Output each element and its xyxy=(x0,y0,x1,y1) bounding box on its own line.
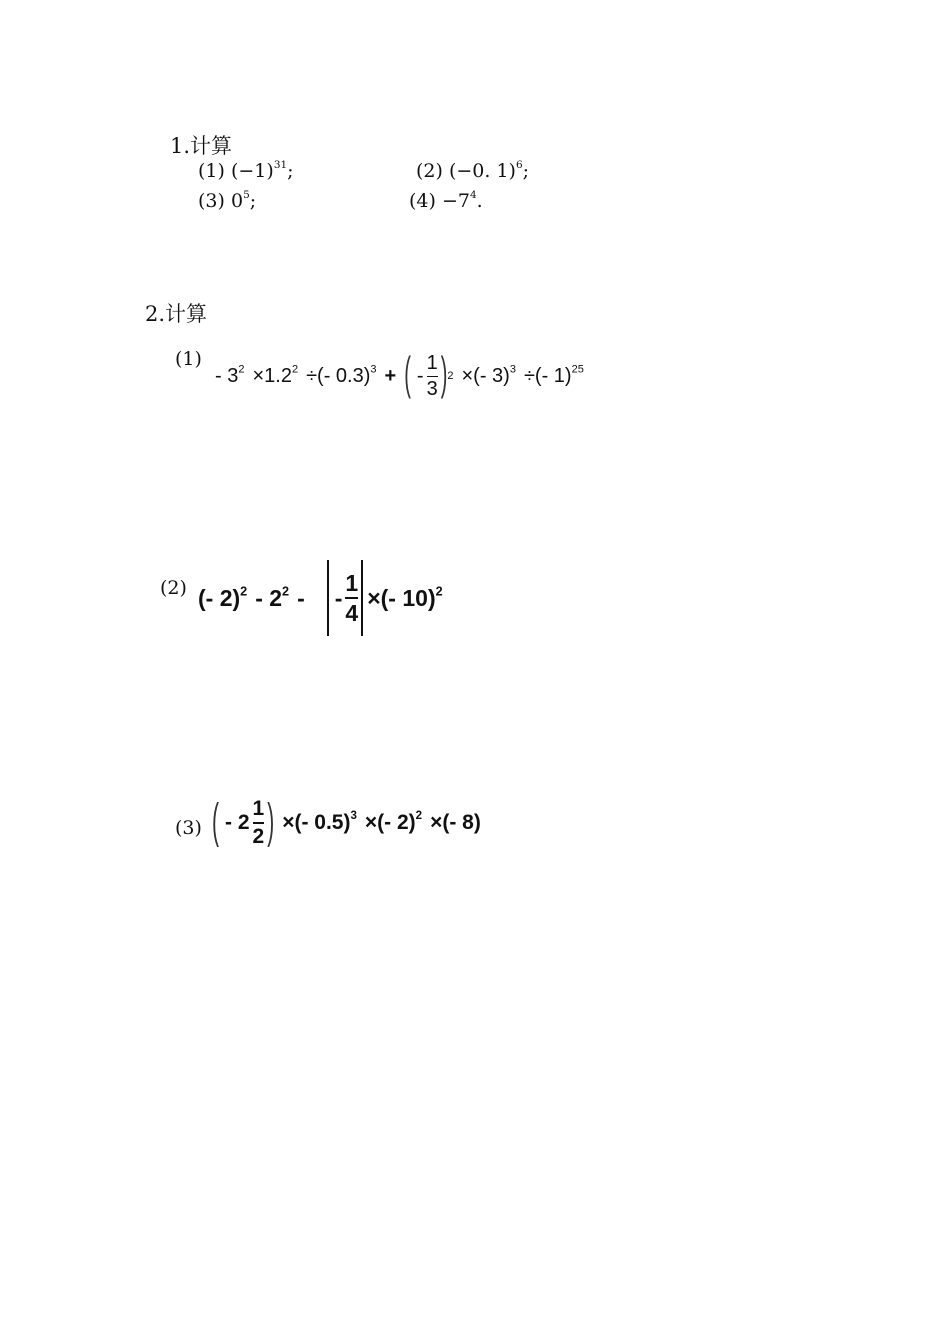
q2-p1-label: (1) xyxy=(175,348,202,370)
q1-item-4: $(4) -7^4$. xyxy=(409,189,483,212)
q2-title: 2.计算 xyxy=(145,302,208,326)
q2-p1-fraction: $\frac{1}{3}$ xyxy=(426,351,438,400)
q1-item-2: (2) (−0. 1)$^6$; xyxy=(416,159,530,182)
q2-p2-expression: (- 2)$^2$ - $2^2$ - - $\frac{1}{4}$ ×(- 10)$^2$ xyxy=(198,560,443,636)
q2-p3-fraction: $\frac{1}{2}$ xyxy=(252,796,265,848)
q2-p3-expression: ( - 2 $\frac{1}{2}$ ) ×(- 0.5)$^3$ ×(- 2)$^2$ ×(- 8) xyxy=(212,795,481,849)
q2-p2-label: (2) xyxy=(160,577,187,599)
q2-p3-label: (3) xyxy=(175,817,202,839)
q2-p1-expression: - $3^2$ $\times 1.2^2$ ÷(- 0.3)$^3$ + ( - $\frac{1}{3}$ ) 2 ×(- 3)$^3$ ÷(- 1)$^{25}$ xyxy=(215,349,584,401)
q2-p2-fraction: $\frac{1}{4}$ xyxy=(345,569,359,626)
q1-item-3: (3) $0^5$; xyxy=(198,189,257,212)
q1-item-1: (1) $(-1)^{31}$; xyxy=(198,159,294,182)
q1-title: 1.计算 xyxy=(170,134,233,158)
